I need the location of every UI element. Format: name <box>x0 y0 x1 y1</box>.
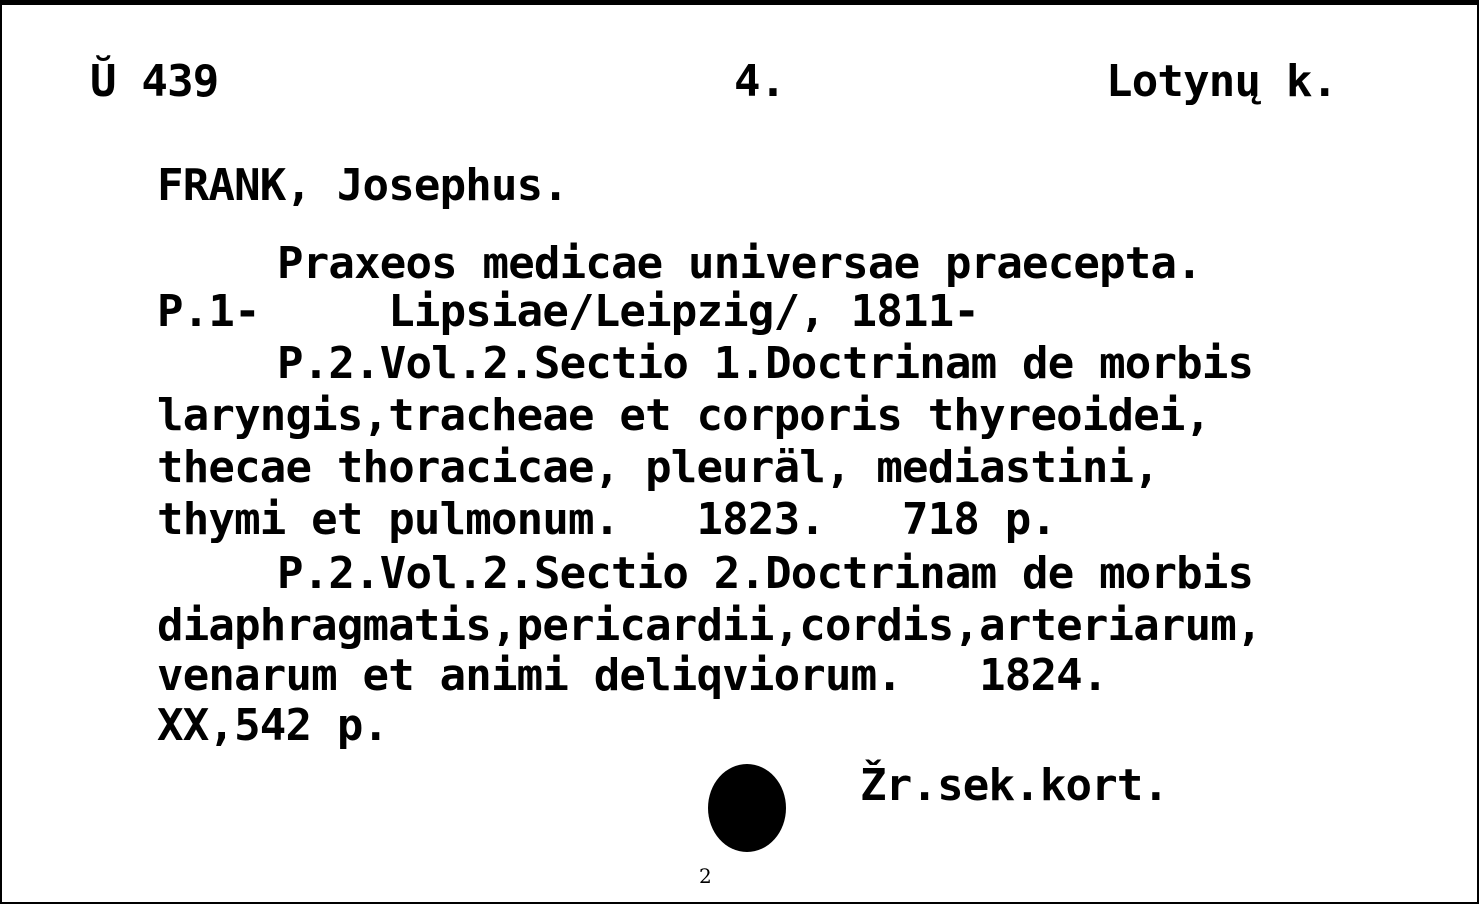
part-1-line-3: thecae thoracicae, pleuräl, mediastini, <box>157 442 1159 493</box>
author-heading: FRANK, Josephus. <box>157 160 569 211</box>
part-1-line-2: laryngis,tracheae et corporis thyreoidei, <box>157 390 1211 441</box>
handwritten-mark: 2 <box>699 864 712 888</box>
card-top-border <box>2 2 1477 5</box>
title-line: Praxeos medicae universae praecepta. <box>277 238 1202 289</box>
punch-hole <box>708 764 786 852</box>
part-2-line-4: XX,542 p. <box>157 700 389 751</box>
part-2-line-2: diaphragmatis,pericardii,cordis,arteriarum, <box>157 600 1262 651</box>
part-1-line-1: P.2.Vol.2.Sectio 1.Doctrinam de morbis <box>277 338 1254 389</box>
part-2-line-3: venarum et animi deliqviorum. 1824. <box>157 650 1108 701</box>
see-also-note: Žr.sek.kort. <box>860 760 1169 811</box>
language-label: Lotynų k. <box>1106 56 1338 107</box>
call-number: Ŭ 439 <box>90 56 219 107</box>
imprint-line: P.1- Lipsiae/Leipzig/, 1811- <box>157 286 980 337</box>
volume-number: 4. <box>734 56 786 107</box>
part-2-line-1: P.2.Vol.2.Sectio 2.Doctrinam de morbis <box>277 548 1254 599</box>
part-1-line-4: thymi et pulmonum. 1823. 718 p. <box>157 494 1057 545</box>
